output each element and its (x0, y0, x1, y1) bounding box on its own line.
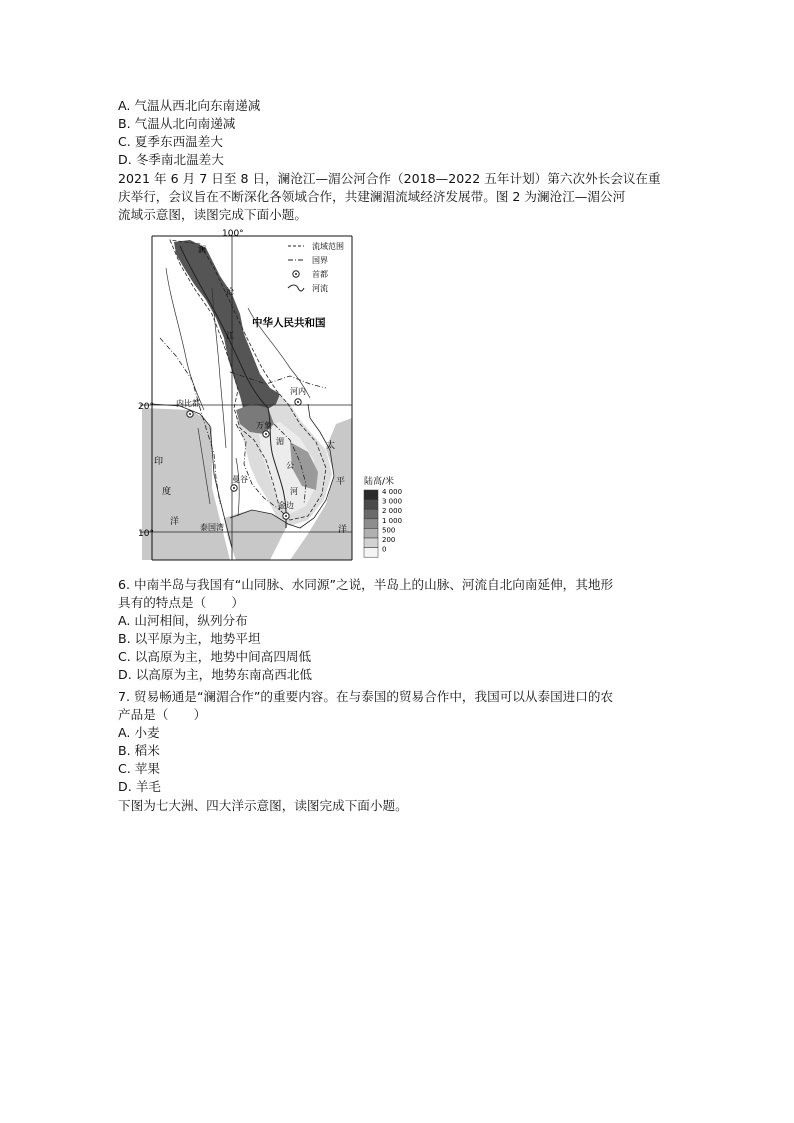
elevation-label: 3 000 (382, 497, 403, 506)
elevation-swatch (364, 509, 378, 519)
q6-option-d: D. 以高原为主，地势东南高西北低 (118, 667, 313, 682)
elevation-label: 200 (382, 536, 396, 544)
elevation-label: 0 (382, 545, 387, 554)
q7-stem-line-2: 产品是（ ） (118, 707, 207, 722)
q7-option-d: D. 羊毛 (118, 779, 161, 794)
q6-option-c: C. 以高原为主，地势中间高四周低 (118, 649, 312, 664)
elevation-title: 陆高/米 (364, 477, 395, 487)
elevation-label: 4 000 (382, 488, 403, 496)
river-char-1: 澜 (198, 245, 206, 254)
elevation-swatch (364, 500, 378, 510)
elevation-label: 500 (382, 526, 396, 535)
svg-text:万象: 万象 (256, 421, 272, 430)
pacific-char-3: 洋 (338, 525, 348, 535)
gulf-label: 泰国湾 (200, 523, 224, 532)
elevation-label: 2 000 (382, 507, 403, 516)
q7-option-a: A. 小麦 (118, 725, 160, 740)
elevation-legend (364, 488, 402, 557)
indian-ocean-char-3: 洋 (170, 517, 180, 527)
option-b-prev: B. 气温从北向南递减 (118, 116, 236, 131)
river-char-5: 公 (286, 461, 294, 470)
legend-label-basin: 流域范围 (312, 242, 344, 251)
q7-option-b: B. 稻米 (118, 743, 160, 758)
river-char-4: 湄 (276, 437, 284, 446)
intro-line-3: 流域示意图，读图完成下面小题。 (118, 207, 307, 222)
river-char-6: 河 (290, 487, 298, 496)
q6-stem-line-1: 6. 中南半岛与我国有“山同脉、水同源”之说，半岛上的山脉、河流自北向南延伸，其地形 (118, 577, 614, 592)
pacific-char-1: 太 (326, 441, 336, 451)
mekong-basin-map (140, 228, 412, 564)
svg-text:金边: 金边 (278, 501, 294, 510)
elevation-swatch (364, 538, 378, 548)
river-char-2: 沧 (226, 287, 234, 296)
elevation-swatch (364, 548, 378, 558)
intro-line-2: 庆举行，会议旨在不断深化各领域合作，共建澜湄流域经济发展带。图 2 为澜沧江—湄公河 (118, 189, 626, 204)
lat-label-10: 10° (138, 529, 154, 539)
legend-label-border: 国界 (312, 256, 328, 265)
svg-text:河内: 河内 (290, 387, 306, 396)
q6-option-b: B. 以平原为主，地势平坦 (118, 631, 261, 646)
svg-text:曼谷: 曼谷 (232, 475, 248, 484)
intro-line-1: 2021 年 6 月 7 日至 8 日，澜沧江—湄公河合作（2018—2022 五年计划）第六次外长会议在重 (118, 171, 661, 186)
elevation-swatch (364, 519, 378, 529)
indian-ocean-char-1: 印 (154, 457, 164, 467)
lat-label-20: 20° (138, 402, 154, 412)
q6-option-a: A. 山河相间，纵列分布 (118, 613, 248, 628)
svg-text:内比都: 内比都 (176, 399, 200, 408)
elevation-label: 1 000 (382, 516, 403, 525)
pacific-char-2: 平 (336, 477, 346, 487)
outro-line: 下图为七大洲、四大洋示意图，读图完成下面小题。 (118, 798, 408, 813)
indian-ocean-char-2: 度 (162, 487, 172, 497)
lon-label: 100° (222, 229, 244, 239)
elevation-swatch (364, 528, 378, 538)
legend-label-river: 河流 (312, 284, 328, 293)
option-a-prev: A. 气温从西北向东南递减 (118, 98, 261, 113)
option-c-prev: C. 夏季东西温差大 (118, 134, 223, 149)
q7-option-c: C. 苹果 (118, 761, 160, 776)
elevation-swatch (364, 490, 378, 500)
river-char-3: 江 (226, 331, 234, 340)
option-d-prev: D. 冬季南北温差大 (118, 152, 224, 167)
q6-stem-line-2: 具有的特点是（ ） (118, 595, 244, 610)
legend-label-capital: 首都 (312, 270, 328, 279)
country-label: 中华人民共和国 (252, 317, 326, 329)
q7-stem-line-1: 7. 贸易畅通是“澜湄合作”的重要内容。在与泰国的贸易合作中，我国可以从泰国进口的农 (118, 689, 614, 704)
